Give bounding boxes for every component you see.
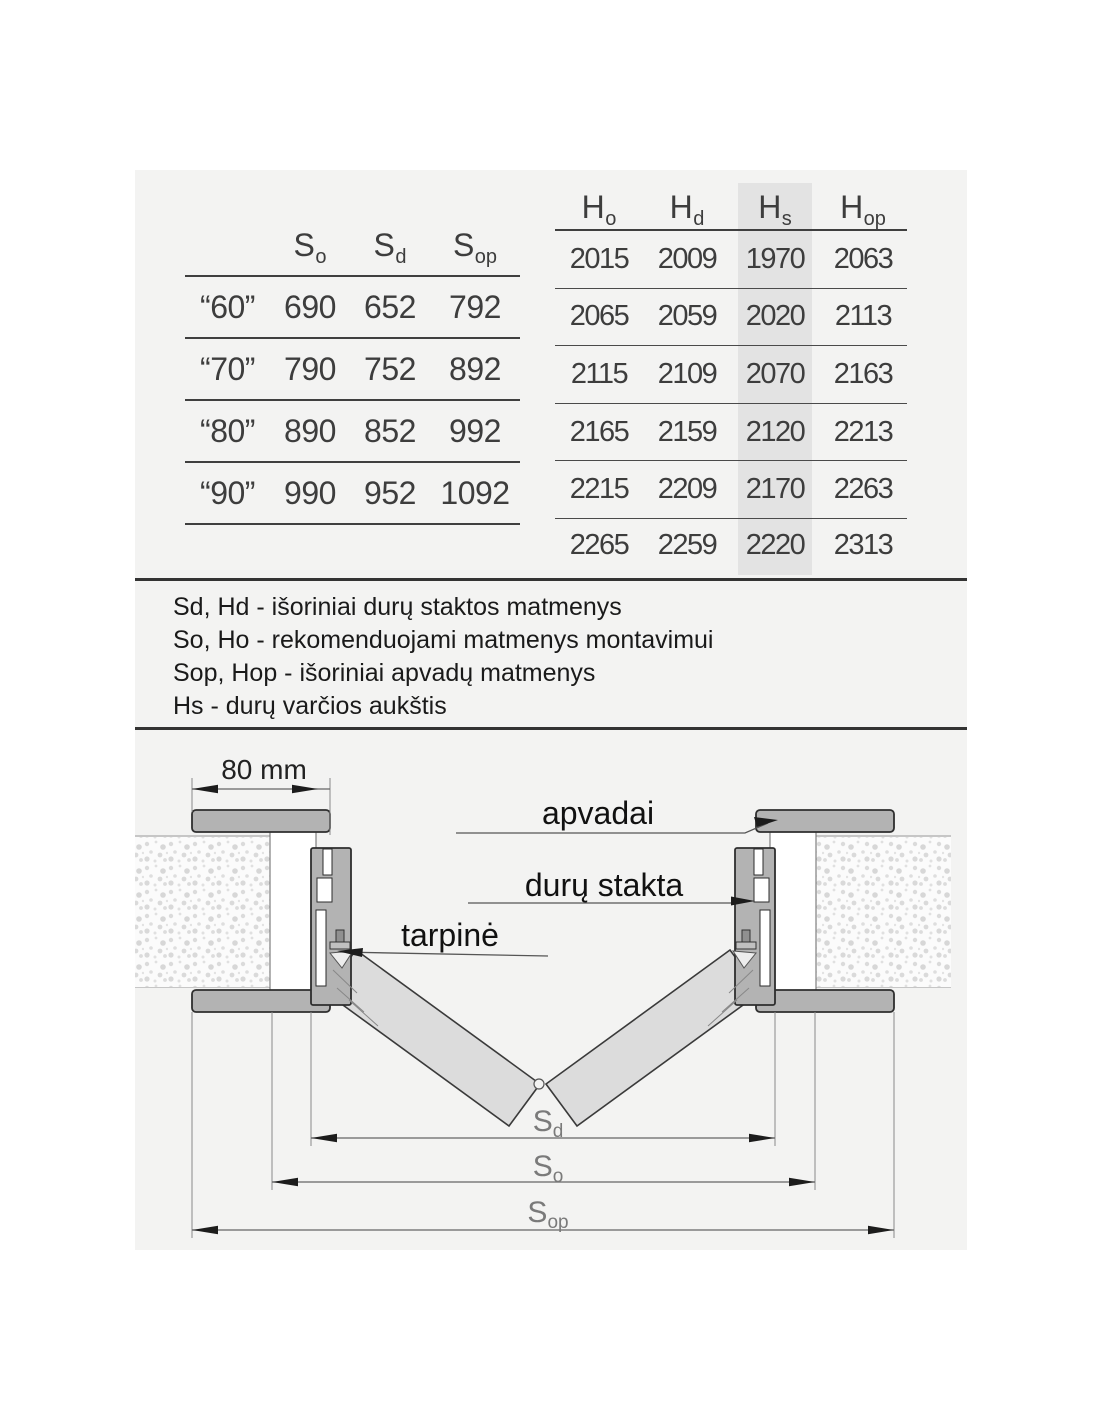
cell: 752	[364, 350, 416, 387]
cell: 890	[284, 412, 336, 449]
height-dimensions-table	[555, 185, 907, 573]
cell: 2109	[657, 357, 717, 390]
door-cross-section-diagram	[135, 738, 967, 1250]
row-label: “60”	[200, 288, 255, 325]
cell: 2015	[569, 242, 629, 275]
left-frame-assembly	[135, 810, 540, 1126]
cell: 2209	[657, 473, 717, 506]
table-row	[185, 401, 520, 463]
col-header-hs: $H_s$	[758, 188, 792, 230]
cell: 2213	[833, 415, 893, 448]
table-row	[555, 461, 907, 519]
table-row	[555, 289, 907, 347]
table-row	[185, 463, 520, 525]
cell: 852	[364, 412, 416, 449]
cell: 2215	[569, 473, 629, 506]
table-row	[185, 277, 520, 339]
table-row	[555, 231, 907, 289]
leaf-meeting-point	[534, 1079, 544, 1089]
dim-so-label: $S_o$	[532, 1150, 564, 1187]
leader-tarpine	[337, 917, 548, 957]
cell: 2063	[833, 242, 893, 275]
row-label: “80”	[200, 412, 255, 449]
row-label: “70”	[200, 350, 255, 387]
col-header-sd: $S_d$	[373, 226, 407, 268]
profile-slot	[317, 878, 332, 902]
gasket-seal-base	[330, 942, 350, 949]
profile-notch	[323, 849, 332, 875]
cell: 690	[284, 288, 336, 325]
dim-80mm-label: 80 mm	[221, 754, 307, 785]
legend-line: Sd, Hd - išoriniai durų staktos matmenys	[173, 593, 622, 621]
cell: 892	[449, 350, 501, 387]
table-header-row	[555, 185, 907, 231]
spec-panel	[135, 170, 967, 1250]
col-header-so: $S_o$	[293, 226, 327, 268]
cell: 952	[364, 474, 416, 511]
wall-cross-section	[135, 837, 272, 987]
cell: 2120	[745, 415, 805, 448]
cell: 2220	[745, 529, 805, 562]
cell: 2009	[657, 242, 717, 275]
cell: 2165	[569, 415, 629, 448]
cell: 2115	[570, 357, 628, 390]
table-row	[555, 404, 907, 462]
label-apvadai: apvadai	[541, 795, 655, 831]
cell: 790	[284, 350, 336, 387]
leader-duru-stakta	[468, 867, 755, 906]
cell: 2265	[569, 529, 629, 562]
gasket-seal-stem	[336, 930, 344, 943]
legend	[173, 591, 713, 723]
col-header-ho: $H_o$	[581, 188, 617, 230]
leader-apvadai	[456, 795, 778, 833]
cell: 652	[364, 288, 416, 325]
cell: 2313	[833, 529, 893, 562]
legend-line: Sop, Hop - išoriniai apvadų matmenys	[173, 659, 596, 687]
cell: 2020	[745, 300, 805, 333]
profile-channel	[316, 910, 326, 986]
col-header-hd: $H_d$	[669, 188, 705, 230]
cell: 2059	[657, 300, 717, 333]
right-frame-assembly-mirrored	[546, 810, 951, 1126]
apvada-trim-top	[192, 810, 330, 832]
section-divider	[135, 578, 967, 581]
width-dimensions-table	[185, 215, 520, 525]
cell: 1092	[440, 474, 510, 511]
cell: 1970	[745, 242, 805, 275]
table-row	[555, 346, 907, 404]
table-row	[185, 339, 520, 401]
door-leaf	[325, 950, 540, 1126]
cell: 792	[449, 288, 501, 325]
cell: 2163	[833, 357, 893, 390]
cell: 2070	[745, 357, 805, 390]
cell: 2170	[745, 473, 805, 506]
table-row	[555, 519, 907, 573]
dim-sd-label: $S_d$	[532, 1105, 564, 1142]
cell: 992	[449, 412, 501, 449]
label-duru-stakta: durų stakta	[524, 867, 684, 903]
col-header-hop: $H_{op}$	[840, 188, 886, 230]
table-header-row	[185, 215, 520, 277]
cell: 2259	[657, 529, 717, 562]
dim-sop-label: $S_{op}$	[527, 1196, 569, 1233]
cell: 990	[284, 474, 336, 511]
legend-line: So, Ho - rekomenduojami matmenys montavimui	[173, 626, 714, 654]
dimension-so	[272, 1012, 815, 1190]
section-divider	[135, 727, 967, 730]
cell: 2065	[569, 300, 629, 333]
col-header-sop: $S_{op}$	[452, 226, 498, 268]
row-label: “90”	[200, 474, 255, 511]
cell: 2263	[833, 473, 893, 506]
frame-board	[270, 832, 316, 990]
label-tarpine: tarpinė	[401, 917, 499, 953]
legend-line: Hs - durų varčios aukštis	[173, 692, 447, 720]
cell: 2113	[834, 300, 892, 333]
cell: 2159	[657, 415, 717, 448]
apvada-trim-bottom	[192, 990, 330, 1012]
